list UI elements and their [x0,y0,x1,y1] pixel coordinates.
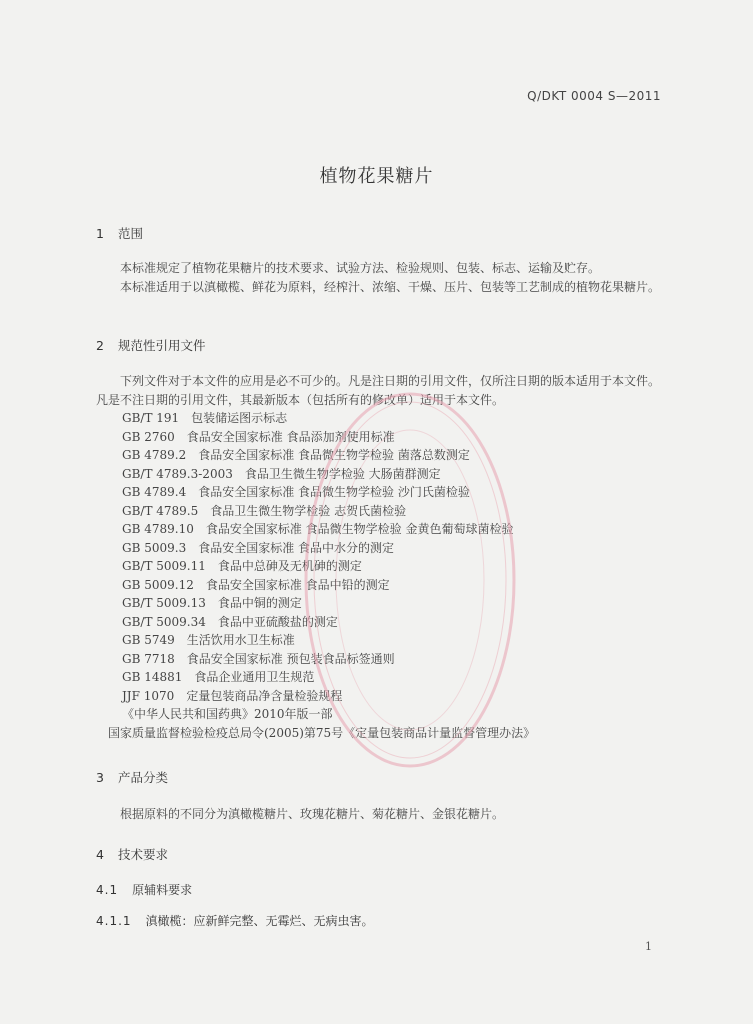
reference-name: 食品卫生微生物学检验 志贺氏菌检验 [210,503,407,518]
reference-code: GB 5009.3 [122,540,187,555]
reference-name: 食品中铜的测定 [217,596,302,610]
reference-name: 食品安全国家标准 食品添加剂使用标准 [186,429,395,444]
reference-item [122,668,682,687]
subsection-heading-raw-materials [96,881,192,898]
reference-code: GB 5009.12 [122,577,194,592]
subsection-heading-olive [96,912,374,929]
section-title: 范围 [118,226,144,241]
reference-name: 食品中总砷及无机砷的测定 [217,559,362,573]
section-number: 4 [96,847,104,862]
normative-intro: 下列文件对于本文件的应用是必不可少的。凡是注日期的引用文件，仅所注日期的版本适用于本文件。凡是不注日期的引用文件，其最新版本（包括所有的修改单）适用于本文件。 [96,374,661,407]
reference-list [108,409,682,742]
reference-code: GB 2760 [122,429,175,444]
reference-name: 食品安全国家标准 食品微生物学检验 金黄色葡萄球菌检验 [205,522,514,536]
scope-paragraph-2: 本标准适用于以滇橄榄、鲜花为原料，经榨汁、浓缩、干燥、压片、包装等工艺制成的植物花果糖片。 [120,280,661,294]
section-heading-scope [96,224,143,242]
reference-item [122,520,682,539]
reference-name: 食品安全国家标准 食品中水分的测定 [198,540,395,555]
subsection-title: 滇橄榄：应新鲜完整、无霉烂、无病虫害。 [145,914,374,928]
reference-item [122,705,682,724]
classification-paragraph: 根据原料的不同分为滇橄榄糖片、玫瑰花糖片、菊花糖片、金银花糖片。 [120,807,505,821]
reference-item [122,483,682,502]
reference-item [122,687,682,706]
reference-item [122,465,682,484]
scope-paragraph-1: 本标准规定了植物花果糖片的技术要求、试验方法、检验规则、包装、标志、运输及贮存。 [120,261,601,275]
reference-code: GB/T 4789.5 [122,503,199,518]
document-title: 植物花果糖片 [319,166,434,187]
reference-name: 生活饮用水卫生标准 [186,633,295,647]
reference-code: GB 7718 [122,651,175,666]
reference-code: GB 4789.4 [122,485,187,499]
reference-item [122,428,682,447]
reference-name: 食品安全国家标准 食品微生物学检验 沙门氏菌检验 [198,485,470,499]
reference-code: GB/T 5009.34 [122,614,206,629]
reference-name: 国家质量监督检验检疫总局令(2005)第75号《定量包装商品计量监督管理办法》 [108,725,536,740]
reference-item [122,557,682,576]
section-title: 规范性引用文件 [118,338,206,353]
reference-item [122,409,682,428]
reference-code: GB 4789.2 [122,448,187,462]
section-heading-technical [96,845,168,863]
reference-name: 食品安全国家标准 食品中铅的测定 [205,577,390,592]
reference-code: GB 14881 [122,670,183,684]
reference-item [122,502,682,521]
reference-name: 包装储运图示标志 [191,411,288,425]
reference-name: 食品企业通用卫生规范 [194,670,315,684]
subsection-number: 4.1.1 [96,914,132,928]
section-heading-normative [96,336,206,354]
reference-name: 《中华人民共和国药典》2010年版一部 [122,707,333,721]
reference-name: 定量包装商品净含量检验规程 [186,688,343,703]
reference-item [122,613,682,632]
reference-item [122,631,682,650]
reference-code: GB 4789.10 [122,522,194,536]
reference-code: GB/T 4789.3-2003 [122,466,233,481]
reference-code: GB/T 5009.11 [122,559,206,573]
subsection-title: 原辅料要求 [132,883,193,897]
reference-code: GB/T 5009.13 [122,596,206,610]
reference-item [108,724,682,743]
reference-name: 食品安全国家标准 食品微生物学检验 菌落总数测定 [198,448,470,462]
section-title: 技术要求 [118,847,169,862]
document-code: Q/DKT 0004 S—2011 [527,89,661,103]
section-number: 1 [96,226,104,241]
reference-name: 食品安全国家标准 预包装食品标签通则 [186,651,395,666]
reference-item [122,539,682,558]
reference-item [122,650,682,669]
reference-code: GB/T 191 [122,411,180,425]
reference-item [122,446,682,465]
reference-code: JJF 1070 [122,688,175,703]
section-title: 产品分类 [118,770,169,785]
page-number: 1 [645,940,652,953]
reference-name: 食品卫生微生物学检验 大肠菌群测定 [244,466,441,481]
reference-item [122,576,682,595]
reference-code: GB 5749 [122,633,175,647]
section-number: 2 [96,338,104,353]
section-heading-classification [96,768,168,786]
reference-name: 食品中亚硫酸盐的测定 [217,614,338,629]
section-number: 3 [96,770,104,785]
subsection-number: 4.1 [96,883,119,897]
reference-item [122,594,682,613]
